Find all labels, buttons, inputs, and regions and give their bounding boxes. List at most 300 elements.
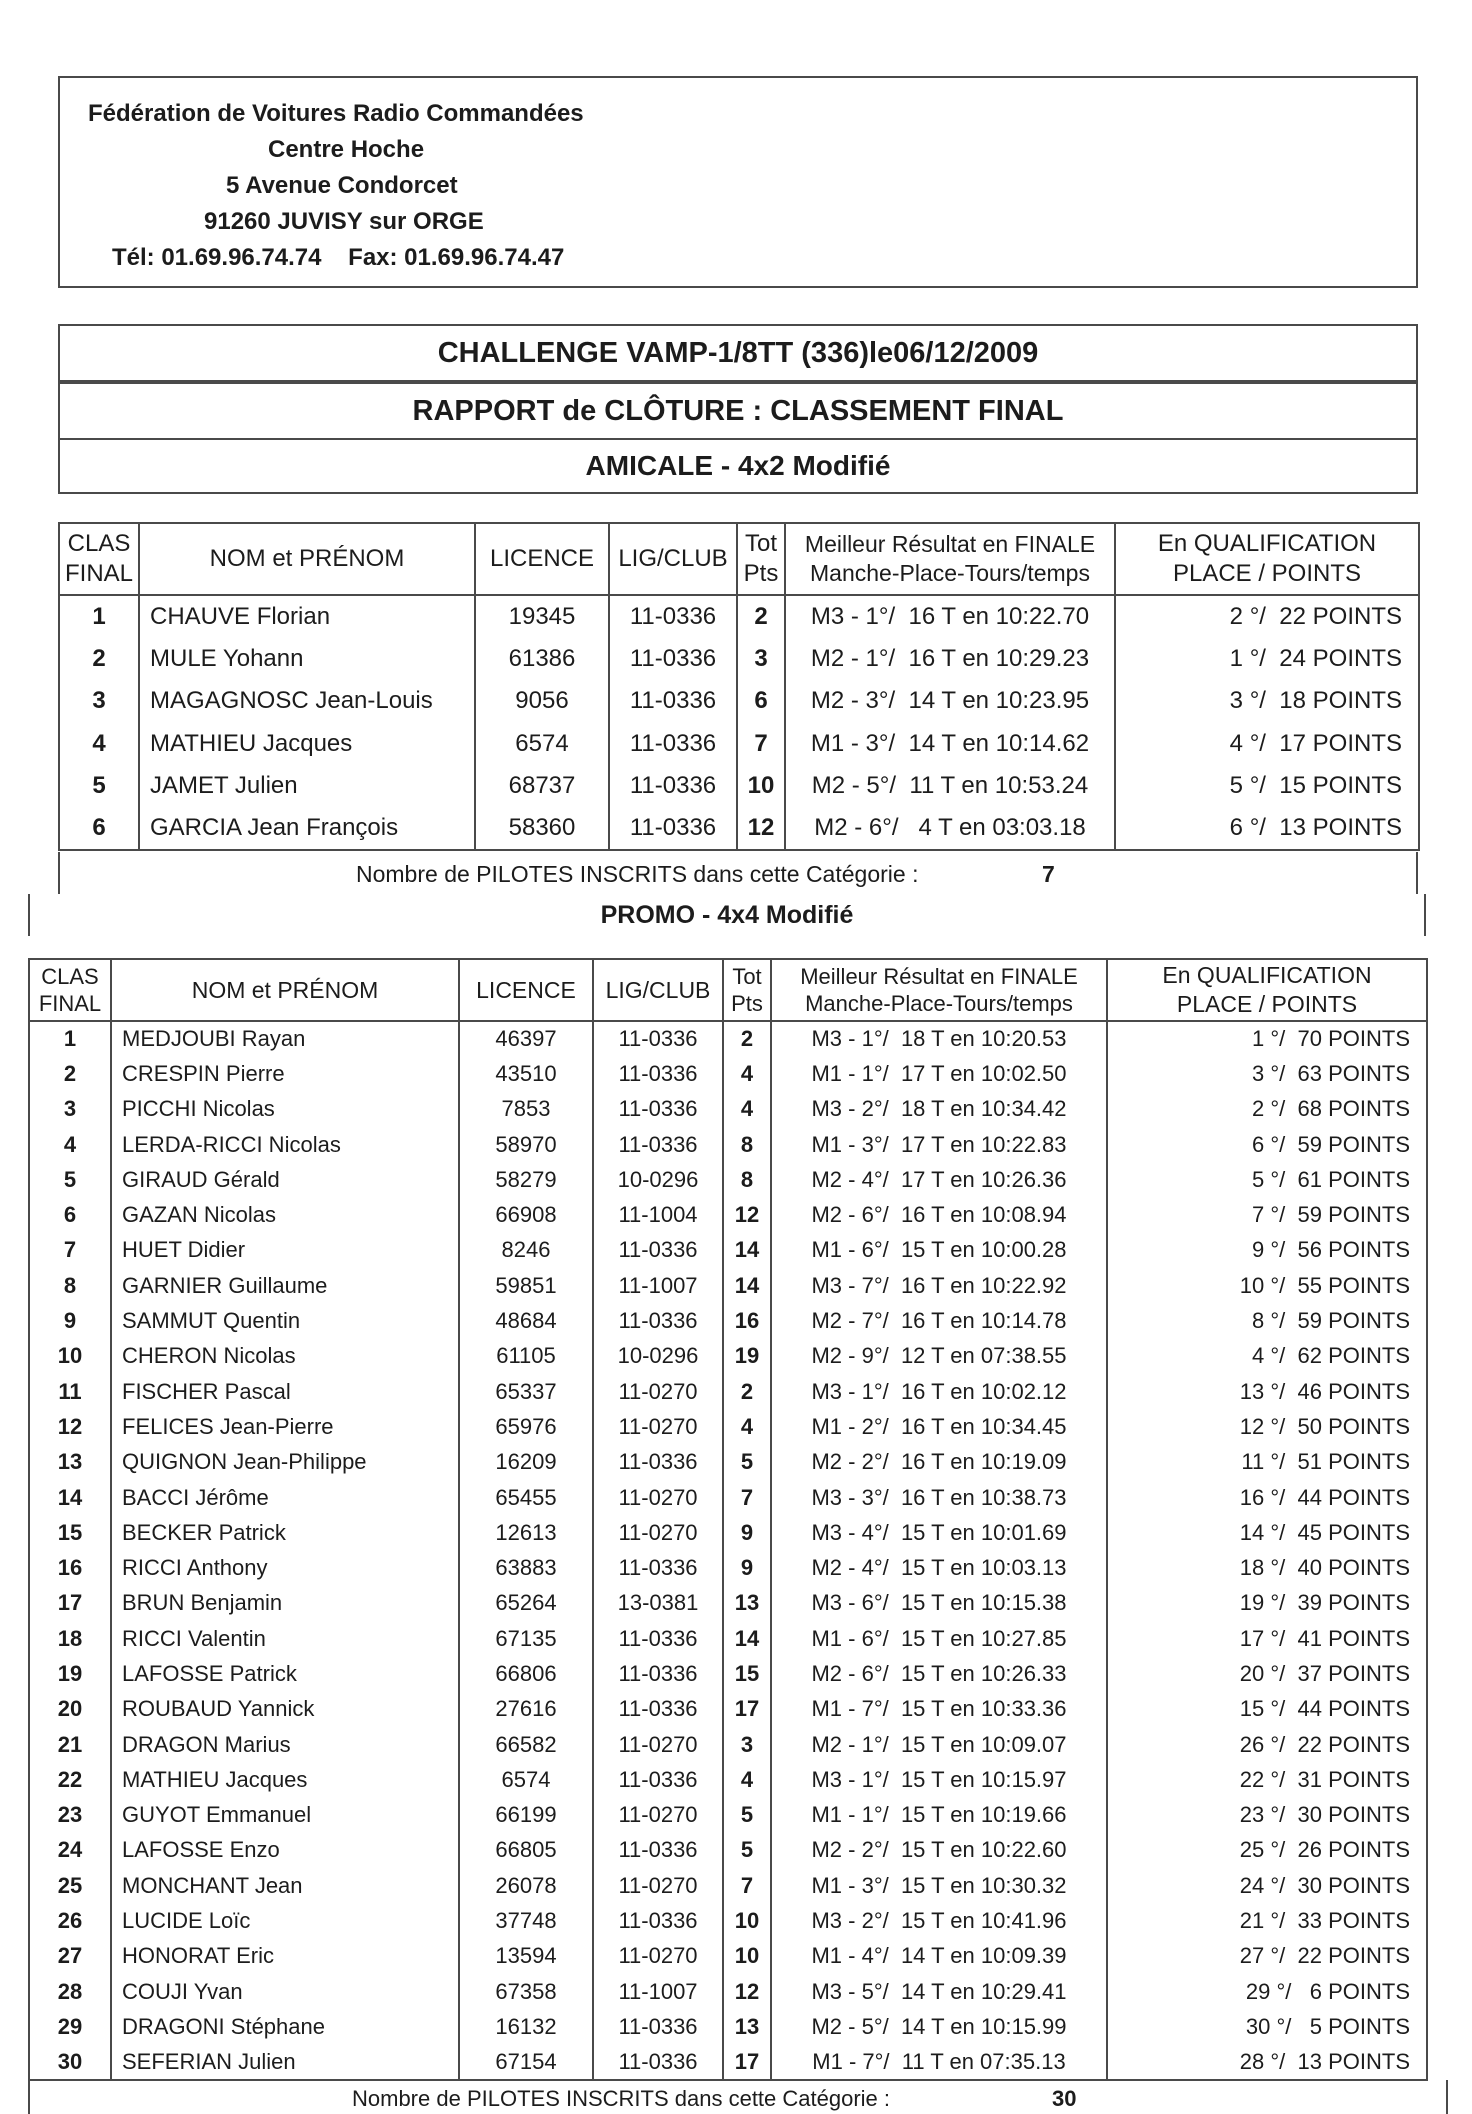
licence-cell: 66199 xyxy=(459,1798,593,1833)
club-cell: 11-0336 xyxy=(593,1550,723,1585)
best-result-cell: M2 - 5°/ 14 T en 10:15.99 xyxy=(771,2009,1107,2044)
name-cell: RICCI Valentin xyxy=(111,1621,459,1656)
federation-city: 91260 JUVISY sur ORGE xyxy=(204,208,484,235)
licence-cell: 65337 xyxy=(459,1374,593,1409)
clas-final-cell: 11 xyxy=(29,1374,111,1409)
table-row xyxy=(29,1833,1427,1868)
table-row xyxy=(29,1127,1427,1162)
qualification-cell: 28 °/ 13 POINTS xyxy=(1107,2045,1427,2080)
tot-pts-cell: 9 xyxy=(723,1515,771,1550)
col-final-label: FINAL xyxy=(64,560,133,587)
name-cell: HUET Didier xyxy=(111,1233,459,1268)
col-qual-top-label: En QUALIFICATION xyxy=(1162,962,1372,989)
table-row xyxy=(29,1339,1427,1374)
clas-final-cell: 2 xyxy=(29,1056,111,1091)
qualification-cell: 4 °/ 62 POINTS xyxy=(1107,1339,1427,1374)
best-result-cell: M3 - 2°/ 15 T en 10:41.96 xyxy=(771,1903,1107,1938)
best-result-cell: M2 - 2°/ 16 T en 10:19.09 xyxy=(771,1445,1107,1480)
licence-cell: 65455 xyxy=(459,1480,593,1515)
clas-final-cell: 7 xyxy=(29,1233,111,1268)
tot-pts-cell: 6 xyxy=(737,680,785,723)
category-title-promo: PROMO - 4x4 Modifié xyxy=(28,894,1426,936)
tot-pts-cell: 12 xyxy=(723,1974,771,2009)
qualification-cell: 27 °/ 22 POINTS xyxy=(1107,1939,1427,1974)
col-club: LIG/CLUB xyxy=(609,523,737,595)
licence-cell: 7853 xyxy=(459,1092,593,1127)
name-cell: QUIGNON Jean-Philippe xyxy=(111,1445,459,1480)
name-cell: BACCI Jérôme xyxy=(111,1480,459,1515)
qualification-cell: 20 °/ 37 POINTS xyxy=(1107,1656,1427,1691)
name-cell: GARCIA Jean François xyxy=(139,808,475,851)
club-cell: 11-0336 xyxy=(609,723,737,766)
name-cell: LUCIDE Loïc xyxy=(111,1903,459,1938)
table-row xyxy=(29,1233,1427,1268)
licence-cell: 26078 xyxy=(459,1868,593,1903)
clas-final-cell: 27 xyxy=(29,1939,111,1974)
club-cell: 11-0336 xyxy=(593,1445,723,1480)
licence-cell: 8246 xyxy=(459,1233,593,1268)
clas-final-cell: 2 xyxy=(59,638,139,681)
name-cell: DRAGONI Stéphane xyxy=(111,2009,459,2044)
best-result-cell: M2 - 6°/ 16 T en 10:08.94 xyxy=(771,1197,1107,1232)
clas-final-cell: 29 xyxy=(29,2009,111,2044)
col-qual-bottom-label: PLACE / POINTS xyxy=(1176,991,1358,1017)
club-cell: 11-0336 xyxy=(609,680,737,723)
tot-pts-cell: 8 xyxy=(723,1162,771,1197)
best-result-cell: M1 - 2°/ 16 T en 10:34.45 xyxy=(771,1409,1107,1444)
tot-pts-cell: 12 xyxy=(723,1197,771,1232)
tot-pts-cell: 17 xyxy=(723,2045,771,2080)
clas-final-cell: 17 xyxy=(29,1586,111,1621)
col-best-top-label: Meilleur Résultat en FINALE xyxy=(800,963,1078,989)
table-row xyxy=(29,1409,1427,1444)
qualification-cell: 3 °/ 63 POINTS xyxy=(1107,1056,1427,1091)
report-subtitle: RAPPORT de CLÔTURE : CLASSEMENT FINAL xyxy=(58,382,1418,440)
best-result-cell: M1 - 7°/ 15 T en 10:33.36 xyxy=(771,1692,1107,1727)
best-result-cell: M2 - 1°/ 15 T en 10:09.07 xyxy=(771,1727,1107,1762)
best-result-cell: M2 - 6°/ 4 T en 03:03.18 xyxy=(785,808,1115,851)
tot-pts-cell: 3 xyxy=(737,638,785,681)
name-cell: BECKER Patrick xyxy=(111,1515,459,1550)
licence-cell: 66806 xyxy=(459,1656,593,1691)
licence-cell: 58360 xyxy=(475,808,609,851)
col-tot-pts xyxy=(723,959,771,1021)
table-row xyxy=(29,1656,1427,1691)
name-cell: FISCHER Pascal xyxy=(111,1374,459,1409)
club-cell: 11-0336 xyxy=(609,638,737,681)
name-cell: LAFOSSE Enzo xyxy=(111,1833,459,1868)
col-clas-final xyxy=(59,523,139,595)
table-row xyxy=(29,1515,1427,1550)
col-licence: LICENCE xyxy=(459,959,593,1021)
qualification-cell: 29 °/ 6 POINTS xyxy=(1107,1974,1427,2009)
qualification-cell: 8 °/ 59 POINTS xyxy=(1107,1303,1427,1338)
club-cell: 11-0336 xyxy=(593,2009,723,2044)
table-row xyxy=(29,2009,1427,2044)
qualification-cell: 6 °/ 59 POINTS xyxy=(1107,1127,1427,1162)
club-cell: 11-0336 xyxy=(593,1056,723,1091)
clas-final-cell: 4 xyxy=(29,1127,111,1162)
table-row xyxy=(59,638,1419,681)
clas-final-cell: 6 xyxy=(29,1197,111,1232)
col-final-label: FINAL xyxy=(38,991,102,1016)
club-cell: 11-0336 xyxy=(593,1233,723,1268)
qualification-cell: 30 °/ 5 POINTS xyxy=(1107,2009,1427,2044)
name-cell: GUYOT Emmanuel xyxy=(111,1798,459,1833)
count-row-promo xyxy=(28,2080,1448,2114)
col-clas-label: CLAS xyxy=(41,963,99,989)
clas-final-cell: 1 xyxy=(29,1021,111,1056)
results-body-amicale xyxy=(59,595,1419,850)
licence-cell: 58279 xyxy=(459,1162,593,1197)
club-cell: 11-0336 xyxy=(609,595,737,638)
tot-pts-cell: 10 xyxy=(737,765,785,808)
tot-pts-cell: 4 xyxy=(723,1092,771,1127)
club-cell: 11-0270 xyxy=(593,1727,723,1762)
col-club: LIG/CLUB xyxy=(593,959,723,1021)
clas-final-cell: 16 xyxy=(29,1550,111,1585)
clas-final-cell: 14 xyxy=(29,1480,111,1515)
table-row xyxy=(29,1798,1427,1833)
clas-final-cell: 8 xyxy=(29,1268,111,1303)
clas-final-cell: 18 xyxy=(29,1621,111,1656)
name-cell: MATHIEU Jacques xyxy=(111,1762,459,1797)
tot-pts-cell: 15 xyxy=(723,1656,771,1691)
count-value-amicale: 7 xyxy=(1042,861,1055,887)
tot-pts-cell: 9 xyxy=(723,1550,771,1585)
best-result-cell: M1 - 6°/ 15 T en 10:00.28 xyxy=(771,1233,1107,1268)
qualification-cell: 25 °/ 26 POINTS xyxy=(1107,1833,1427,1868)
licence-cell: 66805 xyxy=(459,1833,593,1868)
count-row-amicale xyxy=(58,852,1418,894)
club-cell: 11-0270 xyxy=(593,1515,723,1550)
federation-address-line2: 5 Avenue Condorcet xyxy=(226,172,458,199)
licence-cell: 65976 xyxy=(459,1409,593,1444)
licence-cell: 58970 xyxy=(459,1127,593,1162)
col-tot-pts xyxy=(737,523,785,595)
table-row xyxy=(29,1021,1427,1056)
club-cell: 11-1007 xyxy=(593,1268,723,1303)
best-result-cell: M1 - 3°/ 15 T en 10:30.32 xyxy=(771,1868,1107,1903)
licence-cell: 27616 xyxy=(459,1692,593,1727)
qualification-cell: 1 °/ 24 POINTS xyxy=(1115,638,1419,681)
name-cell: MAGAGNOSC Jean-Louis xyxy=(139,680,475,723)
licence-cell: 37748 xyxy=(459,1903,593,1938)
club-cell: 11-0270 xyxy=(593,1939,723,1974)
table-row xyxy=(29,1374,1427,1409)
table-row xyxy=(29,1197,1427,1232)
club-cell: 11-0336 xyxy=(593,1303,723,1338)
qualification-cell: 15 °/ 44 POINTS xyxy=(1107,1692,1427,1727)
table-row xyxy=(29,1550,1427,1585)
tot-pts-cell: 2 xyxy=(723,1021,771,1056)
qualification-cell: 2 °/ 68 POINTS xyxy=(1107,1092,1427,1127)
federation-name: Fédération de Voitures Radio Commandées xyxy=(88,100,584,127)
name-cell: RICCI Anthony xyxy=(111,1550,459,1585)
col-qualification xyxy=(1115,523,1419,595)
tot-pts-cell: 12 xyxy=(737,808,785,851)
licence-cell: 16132 xyxy=(459,2009,593,2044)
col-best-top-label: Meilleur Résultat en FINALE xyxy=(804,531,1096,558)
name-cell: CRESPIN Pierre xyxy=(111,1056,459,1091)
results-table-amicale xyxy=(58,522,1420,851)
best-result-cell: M1 - 7°/ 11 T en 07:35.13 xyxy=(771,2045,1107,2080)
club-cell: 11-0336 xyxy=(593,1692,723,1727)
qualification-cell: 14 °/ 45 POINTS xyxy=(1107,1515,1427,1550)
tot-pts-cell: 14 xyxy=(723,1621,771,1656)
category-title-amicale: AMICALE - 4x2 Modifié xyxy=(58,438,1418,494)
table-header-row xyxy=(59,523,1419,595)
best-result-cell: M3 - 1°/ 16 T en 10:02.12 xyxy=(771,1374,1107,1409)
col-pts-label: Pts xyxy=(731,991,763,1016)
tot-pts-cell: 10 xyxy=(723,1939,771,1974)
qualification-cell: 22 °/ 31 POINTS xyxy=(1107,1762,1427,1797)
tot-pts-cell: 7 xyxy=(723,1868,771,1903)
qualification-cell: 24 °/ 30 POINTS xyxy=(1107,1868,1427,1903)
table-row xyxy=(29,1480,1427,1515)
name-cell: CHAUVE Florian xyxy=(139,595,475,638)
name-cell: MULE Yohann xyxy=(139,638,475,681)
best-result-cell: M2 - 4°/ 15 T en 10:03.13 xyxy=(771,1550,1107,1585)
clas-final-cell: 15 xyxy=(29,1515,111,1550)
table-row xyxy=(59,765,1419,808)
table-row xyxy=(29,1727,1427,1762)
licence-cell: 6574 xyxy=(459,1762,593,1797)
licence-cell: 13594 xyxy=(459,1939,593,1974)
clas-final-cell: 13 xyxy=(29,1445,111,1480)
table-row xyxy=(59,680,1419,723)
clas-final-cell: 1 xyxy=(59,595,139,638)
name-cell: BRUN Benjamin xyxy=(111,1586,459,1621)
best-result-cell: M3 - 1°/ 16 T en 10:22.70 xyxy=(785,595,1115,638)
club-cell: 11-0336 xyxy=(609,808,737,851)
licence-cell: 63883 xyxy=(459,1550,593,1585)
qualification-cell: 5 °/ 61 POINTS xyxy=(1107,1162,1427,1197)
licence-cell: 66908 xyxy=(459,1197,593,1232)
best-result-cell: M2 - 4°/ 17 T en 10:26.36 xyxy=(771,1162,1107,1197)
tot-pts-cell: 2 xyxy=(737,595,785,638)
clas-final-cell: 12 xyxy=(29,1409,111,1444)
col-name: NOM et PRÉNOM xyxy=(111,959,459,1021)
table-row xyxy=(29,1445,1427,1480)
clas-final-cell: 5 xyxy=(59,765,139,808)
best-result-cell: M1 - 1°/ 15 T en 10:19.66 xyxy=(771,1798,1107,1833)
tot-pts-cell: 14 xyxy=(723,1268,771,1303)
table-row xyxy=(29,1621,1427,1656)
count-value-promo: 30 xyxy=(1052,2086,1077,2111)
clas-final-cell: 9 xyxy=(29,1303,111,1338)
licence-cell: 61386 xyxy=(475,638,609,681)
clas-final-cell: 23 xyxy=(29,1798,111,1833)
results-table-promo xyxy=(28,958,1428,2081)
qualification-cell: 2 °/ 22 POINTS xyxy=(1115,595,1419,638)
licence-cell: 67154 xyxy=(459,2045,593,2080)
name-cell: GIRAUD Gérald xyxy=(111,1162,459,1197)
name-cell: HONORAT Eric xyxy=(111,1939,459,1974)
table-row xyxy=(29,1586,1427,1621)
clas-final-cell: 24 xyxy=(29,1833,111,1868)
tot-pts-cell: 13 xyxy=(723,2009,771,2044)
tot-pts-cell: 19 xyxy=(723,1339,771,1374)
tot-pts-cell: 17 xyxy=(723,1692,771,1727)
best-result-cell: M2 - 9°/ 12 T en 07:38.55 xyxy=(771,1339,1107,1374)
best-result-cell: M3 - 1°/ 18 T en 10:20.53 xyxy=(771,1021,1107,1056)
clas-final-cell: 20 xyxy=(29,1692,111,1727)
club-cell: 10-0296 xyxy=(593,1162,723,1197)
qualification-cell: 6 °/ 13 POINTS xyxy=(1115,808,1419,851)
club-cell: 11-0336 xyxy=(593,1127,723,1162)
col-clas-final xyxy=(29,959,111,1021)
table-row xyxy=(29,1092,1427,1127)
table-header-row xyxy=(29,959,1427,1021)
licence-cell: 43510 xyxy=(459,1056,593,1091)
club-cell: 11-0270 xyxy=(593,1868,723,1903)
tot-pts-cell: 7 xyxy=(723,1480,771,1515)
col-pts-label: Pts xyxy=(743,560,779,587)
col-tot-label: Tot xyxy=(732,963,762,989)
best-result-cell: M2 - 6°/ 15 T en 10:26.33 xyxy=(771,1656,1107,1691)
name-cell: FELICES Jean-Pierre xyxy=(111,1409,459,1444)
clas-final-cell: 5 xyxy=(29,1162,111,1197)
col-best-bottom-label: Manche-Place-Tours/temps xyxy=(810,560,1090,586)
col-licence: LICENCE xyxy=(475,523,609,595)
federation-contact: Tél: 01.69.96.74.74 Fax: 01.69.96.74.47 xyxy=(112,244,565,271)
name-cell: SEFERIAN Julien xyxy=(111,2045,459,2080)
best-result-cell: M1 - 6°/ 15 T en 10:27.85 xyxy=(771,1621,1107,1656)
qualification-cell: 11 °/ 51 POINTS xyxy=(1107,1445,1427,1480)
licence-cell: 19345 xyxy=(475,595,609,638)
clas-final-cell: 6 xyxy=(59,808,139,851)
club-cell: 11-0336 xyxy=(593,1621,723,1656)
tot-pts-cell: 3 xyxy=(723,1727,771,1762)
tot-pts-cell: 14 xyxy=(723,1233,771,1268)
club-cell: 11-0336 xyxy=(593,1833,723,1868)
licence-cell: 66582 xyxy=(459,1727,593,1762)
best-result-cell: M2 - 7°/ 16 T en 10:14.78 xyxy=(771,1303,1107,1338)
results-body-promo xyxy=(29,1021,1427,2080)
club-cell: 11-0336 xyxy=(593,1092,723,1127)
qualification-cell: 23 °/ 30 POINTS xyxy=(1107,1798,1427,1833)
tot-pts-cell: 2 xyxy=(723,1374,771,1409)
tot-pts-cell: 5 xyxy=(723,1798,771,1833)
clas-final-cell: 26 xyxy=(29,1903,111,1938)
count-label-promo: Nombre de PILOTES INSCRITS dans cette Catégorie : xyxy=(352,2086,891,2111)
licence-cell: 16209 xyxy=(459,1445,593,1480)
best-result-cell: M3 - 6°/ 15 T en 10:15.38 xyxy=(771,1586,1107,1621)
qualification-cell: 1 °/ 70 POINTS xyxy=(1107,1021,1427,1056)
qualification-cell: 9 °/ 56 POINTS xyxy=(1107,1233,1427,1268)
name-cell: LERDA-RICCI Nicolas xyxy=(111,1127,459,1162)
club-cell: 11-0336 xyxy=(593,1656,723,1691)
name-cell: COUJI Yvan xyxy=(111,1974,459,2009)
name-cell: DRAGON Marius xyxy=(111,1727,459,1762)
tot-pts-cell: 10 xyxy=(723,1903,771,1938)
qualification-cell: 17 °/ 41 POINTS xyxy=(1107,1621,1427,1656)
best-result-cell: M3 - 4°/ 15 T en 10:01.69 xyxy=(771,1515,1107,1550)
report-title: CHALLENGE VAMP-1/8TT (336)le06/12/2009 xyxy=(58,324,1418,382)
name-cell: GARNIER Guillaume xyxy=(111,1268,459,1303)
col-name: NOM et PRÉNOM xyxy=(139,523,475,595)
table-row xyxy=(29,2045,1427,2080)
licence-cell: 65264 xyxy=(459,1586,593,1621)
licence-cell: 48684 xyxy=(459,1303,593,1338)
best-result-cell: M1 - 1°/ 17 T en 10:02.50 xyxy=(771,1056,1107,1091)
clas-final-cell: 28 xyxy=(29,1974,111,2009)
table-row xyxy=(29,1268,1427,1303)
name-cell: CHERON Nicolas xyxy=(111,1339,459,1374)
col-qualification xyxy=(1107,959,1427,1021)
best-result-cell: M3 - 7°/ 16 T en 10:22.92 xyxy=(771,1268,1107,1303)
col-best-bottom-label: Manche-Place-Tours/temps xyxy=(805,991,1073,1016)
name-cell: MONCHANT Jean xyxy=(111,1868,459,1903)
name-cell: LAFOSSE Patrick xyxy=(111,1656,459,1691)
clas-final-cell: 3 xyxy=(59,680,139,723)
best-result-cell: M2 - 2°/ 15 T en 10:22.60 xyxy=(771,1833,1107,1868)
best-result-cell: M3 - 1°/ 15 T en 10:15.97 xyxy=(771,1762,1107,1797)
name-cell: PICCHI Nicolas xyxy=(111,1092,459,1127)
licence-cell: 9056 xyxy=(475,680,609,723)
qualification-cell: 18 °/ 40 POINTS xyxy=(1107,1550,1427,1585)
table-row xyxy=(29,1974,1427,2009)
club-cell: 11-1004 xyxy=(593,1197,723,1232)
clas-final-cell: 22 xyxy=(29,1762,111,1797)
table-row xyxy=(59,595,1419,638)
clas-final-cell: 25 xyxy=(29,1868,111,1903)
best-result-cell: M1 - 3°/ 17 T en 10:22.83 xyxy=(771,1127,1107,1162)
qualification-cell: 5 °/ 15 POINTS xyxy=(1115,765,1419,808)
club-cell: 11-0336 xyxy=(609,765,737,808)
licence-cell: 61105 xyxy=(459,1339,593,1374)
best-result-cell: M3 - 2°/ 18 T en 10:34.42 xyxy=(771,1092,1107,1127)
best-result-cell: M3 - 5°/ 14 T en 10:29.41 xyxy=(771,1974,1107,2009)
qualification-cell: 21 °/ 33 POINTS xyxy=(1107,1903,1427,1938)
clas-final-cell: 21 xyxy=(29,1727,111,1762)
clas-final-cell: 30 xyxy=(29,2045,111,2080)
table-row xyxy=(29,1762,1427,1797)
col-best-result xyxy=(785,523,1115,595)
club-cell: 11-0336 xyxy=(593,1903,723,1938)
clas-final-cell: 19 xyxy=(29,1656,111,1691)
table-row xyxy=(29,1303,1427,1338)
table-row xyxy=(29,1162,1427,1197)
club-cell: 11-0336 xyxy=(593,1021,723,1056)
qualification-cell: 19 °/ 39 POINTS xyxy=(1107,1586,1427,1621)
tot-pts-cell: 4 xyxy=(723,1056,771,1091)
col-qual-top-label: En QUALIFICATION xyxy=(1157,530,1377,557)
name-cell: ROUBAUD Yannick xyxy=(111,1692,459,1727)
qualification-cell: 3 °/ 18 POINTS xyxy=(1115,680,1419,723)
table-row xyxy=(29,1868,1427,1903)
licence-cell: 67358 xyxy=(459,1974,593,2009)
name-cell: GAZAN Nicolas xyxy=(111,1197,459,1232)
licence-cell: 67135 xyxy=(459,1621,593,1656)
clas-final-cell: 4 xyxy=(59,723,139,766)
qualification-cell: 7 °/ 59 POINTS xyxy=(1107,1197,1427,1232)
qualification-cell: 12 °/ 50 POINTS xyxy=(1107,1409,1427,1444)
clas-final-cell: 10 xyxy=(29,1339,111,1374)
club-cell: 11-0270 xyxy=(593,1374,723,1409)
best-result-cell: M1 - 3°/ 14 T en 10:14.62 xyxy=(785,723,1115,766)
club-cell: 13-0381 xyxy=(593,1586,723,1621)
tot-pts-cell: 8 xyxy=(723,1127,771,1162)
club-cell: 11-0270 xyxy=(593,1480,723,1515)
name-cell: SAMMUT Quentin xyxy=(111,1303,459,1338)
table-row xyxy=(59,808,1419,851)
licence-cell: 6574 xyxy=(475,723,609,766)
club-cell: 11-0270 xyxy=(593,1798,723,1833)
club-cell: 11-0270 xyxy=(593,1409,723,1444)
qualification-cell: 13 °/ 46 POINTS xyxy=(1107,1374,1427,1409)
